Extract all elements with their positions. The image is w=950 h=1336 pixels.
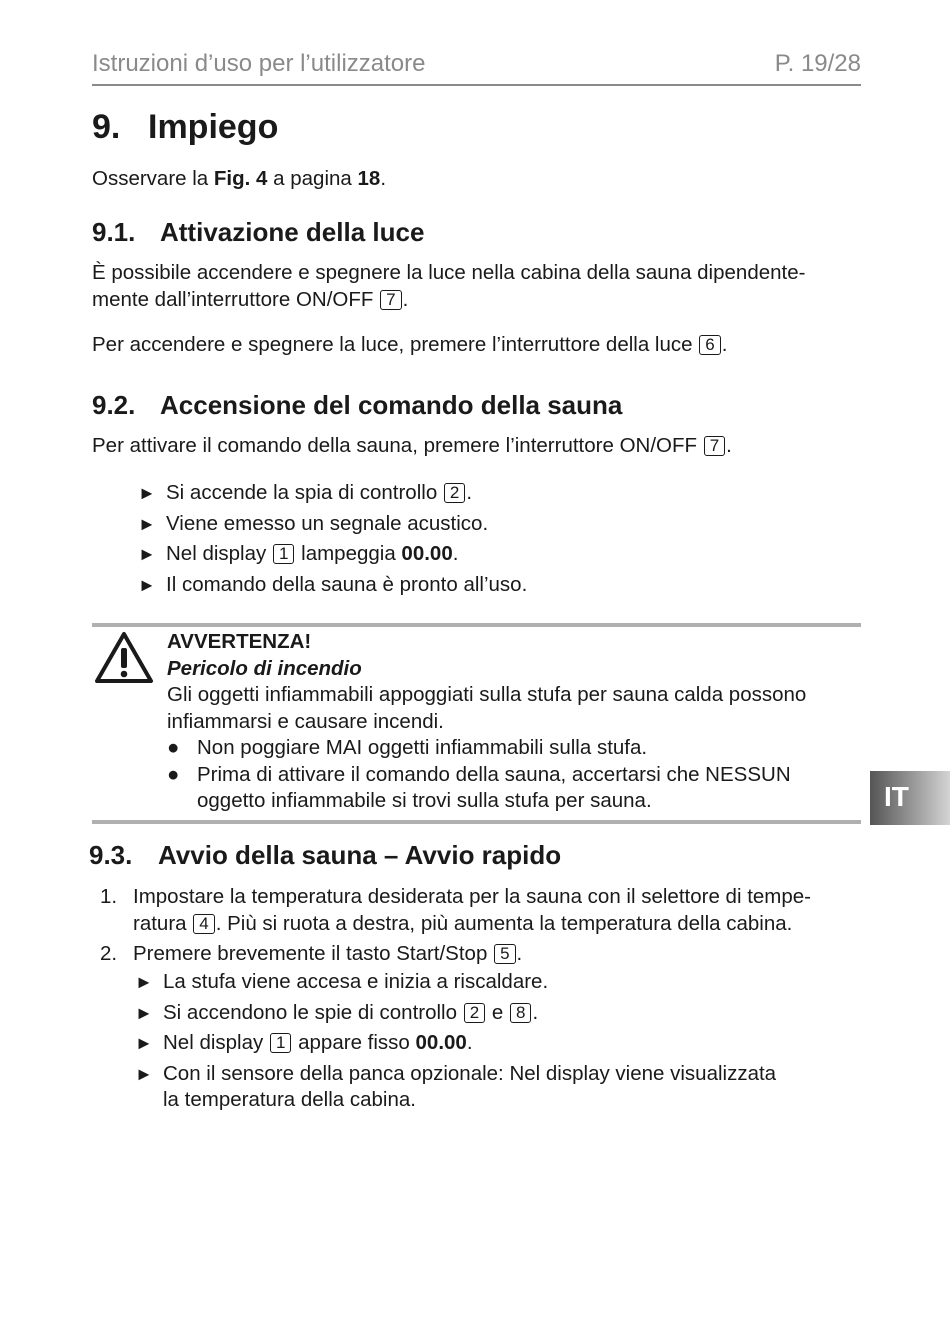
warning-subtitle: Pericolo di incendio: [167, 656, 362, 680]
warning-bullet-item: [167, 735, 867, 762]
list-item: [138, 539, 527, 570]
step-item: [100, 883, 870, 910]
step-item-continued: [100, 910, 870, 937]
section-title: Impiego: [148, 108, 279, 146]
step-text: Premere brevemente il tasto Start/Stop: [133, 942, 494, 965]
arrow-bullet-icon: ►: [135, 972, 153, 992]
section-number: 9.: [92, 108, 121, 146]
paragraph-text: Per accendere e spegnere la luce, premere l’interruttore della luce: [92, 333, 699, 356]
arrow-bullet-icon: ►: [138, 483, 156, 503]
arrow-bullet-icon: ►: [138, 513, 156, 534]
intro-text: a pagina: [267, 167, 358, 190]
control-key-label: 8: [510, 1003, 531, 1023]
list-item-text: .: [452, 542, 459, 565]
language-tab: [870, 771, 950, 825]
section-number: 9.3.: [89, 840, 133, 870]
list-item-text: e: [486, 1000, 509, 1024]
bullet-dot-icon: ●: [167, 736, 180, 759]
list-item: [138, 478, 527, 509]
display-value: 00.00: [401, 542, 453, 565]
paragraph-text: .: [726, 434, 732, 457]
step-text: Impostare la temperatura desiderata per la sauna con il selettore di tempe-: [133, 885, 812, 908]
list-item: [135, 998, 776, 1029]
list-item-text: Si accende la spia di controllo: [166, 481, 443, 504]
list-item-text: Si accendono le spie di controllo: [163, 1000, 463, 1024]
running-header-title: Istruzioni d’uso per l’utilizzatore: [92, 50, 426, 77]
step-number: 1.: [100, 885, 118, 908]
list-item-text: Con il sensore della panca opzionale: Nel display viene visualizzata: [163, 1061, 777, 1085]
arrow-bullet-icon: ►: [135, 1063, 153, 1084]
bullet-dot-icon: ●: [167, 762, 180, 786]
warning-bullet-text: Non poggiare MAI oggetti infiammabili sulla stufa.: [197, 736, 648, 759]
step-text: .: [516, 942, 523, 965]
step-text: . Più si ruota a destra, più aumenta la temperatura della cabina.: [215, 912, 793, 935]
step-item: [100, 940, 870, 967]
section-9-2-heading: [92, 390, 622, 421]
list-item-text: Viene emesso un segnale acustico.: [166, 511, 489, 535]
arrow-bullet-icon: ►: [135, 1033, 153, 1053]
warning-content: [167, 629, 867, 815]
arrow-bullet-icon: ►: [138, 544, 156, 564]
figure-reference: Fig. 4: [213, 167, 268, 190]
list-item-text: la temperatura della cabina.: [163, 1088, 416, 1111]
section-9-3-result-list: [135, 967, 776, 1115]
control-key-label: 1: [270, 1033, 291, 1053]
intro-text: .: [380, 167, 387, 190]
list-item: [138, 509, 527, 540]
section-9-1-paragraph-2: [92, 331, 727, 358]
list-item: [135, 967, 776, 998]
display-value: 00.00: [415, 1031, 467, 1054]
list-item: [135, 1028, 776, 1059]
section-title: Avvio della sauna – Avvio rapido: [158, 840, 562, 870]
control-key-label: 4: [193, 914, 214, 934]
warning-triangle-icon: [94, 630, 154, 684]
paragraph-line: [92, 286, 867, 313]
section-9-3-steps: [100, 883, 870, 967]
section-title: Attivazione della luce: [160, 217, 425, 247]
control-key-label: 5: [494, 944, 515, 964]
list-item-text: .: [466, 1031, 473, 1054]
step-number: 2.: [100, 942, 118, 965]
warning-title: AVVERTENZA!: [167, 630, 312, 653]
list-item-text: appare fisso: [292, 1031, 416, 1054]
section-9-intro: [92, 165, 386, 192]
page-number: P. 19/28: [774, 50, 861, 77]
control-key-label: 6: [699, 335, 720, 355]
list-item-text: Nel display: [163, 1031, 269, 1054]
list-item-text: Nel display: [166, 542, 272, 565]
section-9-3-heading: [89, 840, 561, 871]
section-9-1-heading: [92, 217, 424, 248]
paragraph-line: È possibile accendere e spegnere la luce nella cabina della sauna dipendente-: [92, 261, 806, 284]
warning-text: infiammarsi e causare incendi.: [167, 709, 444, 733]
list-item-text: .: [532, 1000, 539, 1024]
section-number: 9.1.: [92, 217, 136, 247]
control-key-label: 7: [380, 290, 401, 310]
paragraph-text: .: [721, 333, 728, 356]
list-item-text: Il comando della sauna è pronto all’uso.: [166, 572, 528, 596]
paragraph-text: .: [402, 288, 409, 311]
section-title: Accensione del comando della sauna: [160, 390, 623, 420]
section-9-2-result-list: [138, 478, 527, 600]
arrow-bullet-icon: ►: [135, 1002, 153, 1023]
warning-bullet-item: [167, 762, 867, 789]
intro-text: Osservare la: [92, 167, 214, 190]
warning-bullet-text: oggetto infiammabile si trovi sulla stufa per sauna.: [197, 789, 652, 812]
header-divider: [92, 84, 861, 86]
section-9-heading: [92, 108, 278, 147]
page-reference: 18: [357, 167, 381, 190]
step-text: ratura: [133, 912, 193, 935]
arrow-bullet-icon: ►: [138, 574, 156, 595]
list-item-text: .: [466, 481, 473, 504]
warning-text: Gli oggetti infiammabili appoggiati sulla stufa per sauna calda possono: [167, 683, 807, 706]
control-key-label: 7: [704, 436, 725, 456]
control-key-label: 1: [273, 544, 294, 564]
section-9-1-paragraph-1: [92, 259, 867, 313]
list-item: [138, 570, 527, 601]
warning-bottom-rule: [92, 820, 861, 824]
list-item-text: La stufa viene accesa e inizia a riscaldare.: [163, 970, 549, 993]
control-key-label: 2: [444, 483, 465, 503]
section-number: 9.2.: [92, 390, 136, 420]
paragraph-text: mente dall’interruttore ON/OFF: [92, 288, 380, 311]
control-key-label: 2: [464, 1003, 485, 1023]
warning-top-rule: [92, 623, 861, 627]
list-item-text: lampeggia: [295, 542, 402, 565]
section-9-2-paragraph: [92, 432, 732, 459]
warning-bullet-text: Prima di attivare il comando della sauna, accertarsi che NESSUN: [197, 762, 791, 786]
language-tab-label: IT: [884, 781, 909, 812]
paragraph-text: Per attivare il comando della sauna, premere l’interruttore ON/OFF: [92, 434, 703, 457]
